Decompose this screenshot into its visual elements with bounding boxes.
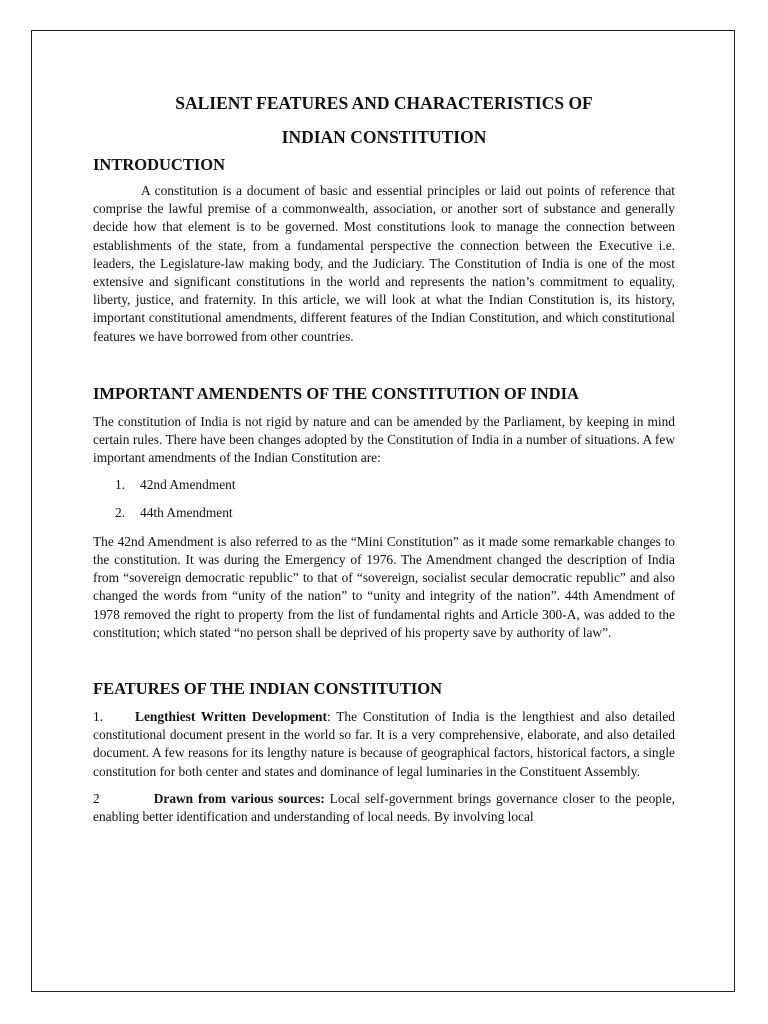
feature-title: Lengthiest Written Development xyxy=(135,709,327,725)
feature-item-2 xyxy=(93,790,675,826)
amendments-detail-paragraph: The 42nd Amendment is also referred to as the “Mini Constitution” as it made some remarkable changes to the constitution. It was during the Emergency of 1976. The Amendment changed the description of India from “sovereign democratic republic” to that of “sovereign, socialist secular democratic republic” and also changed the words from “unity of the nation” to “unity and integrity of the nation”. 44th Amendment of 1978 removed the right to property from the list of fundamental rights and Article 300-A, was added to the constitution; which stated “no person shall be deprived of his property save by authority of law”. xyxy=(93,533,675,640)
amendments-heading: IMPORTANT AMENDENTS OF THE CONSTITUTION OF INDIA xyxy=(93,383,579,403)
feature-number: 2 xyxy=(93,790,100,806)
feature-text: : The Constitution of India is the lengthiest and also detailed constitutional document present in the world so far. It is a very comprehensive, elaborate, and also detailed document. A few reasons for its lengthy nature is because of geographical factors, historical factors, a single constitution for both center and states and dominance of legal luminaries in the Constituent Assembly. xyxy=(93,709,675,779)
introduction-paragraph: A constitution is a document of basic and essential principles or laid out points of reference that comprise the lawful premise of a commonwealth, association, or another sort of substance and generally decide how that element is to be governed. Most constitutions look to manage the connection between establishments of the state, from a fundamental perspective the connection between the Executive i.e. leaders, the Legislature-law making body, and the Judiciary. The Constitution of India is one of the most extensive and significant constitutions in the world and represents the nation’s commitment to equality, liberty, justice, and fraternity. In this article, we will look at what the Indian Constitution is, its history, important constitutional amendments, different features of the Indian Constitution, and which constitutional features we have borrowed from other countries. xyxy=(93,183,675,344)
list-item xyxy=(115,504,675,522)
document-title-line-1: SALIENT FEATURES AND CHARACTERISTICS OF xyxy=(175,93,593,113)
list-item xyxy=(115,476,675,494)
feature-text: Local self-government brings governance closer to the people, enabling better identification and understanding of local needs. By involving local xyxy=(93,790,676,825)
features-heading: FEATURES OF THE INDIAN CONSTITUTION xyxy=(93,679,443,699)
list-item-text: 44th Amendment xyxy=(140,504,233,520)
amendments-list xyxy=(93,476,675,521)
feature-title: Drawn from various sources: xyxy=(153,790,325,806)
list-item-number: 2. xyxy=(115,504,126,520)
feature-number: 1. xyxy=(93,709,104,725)
list-item-text: 42nd Amendment xyxy=(140,477,236,493)
document-body xyxy=(93,86,675,826)
amendments-intro-paragraph: The constitution of India is not rigid by nature and can be amended by the Parliament, by keeping in mind certain rules. There have been changes adopted by the Constitution of India in a number of situations. A few important amendments of the Indian Constitution are: xyxy=(93,413,675,466)
feature-item-1 xyxy=(93,708,675,781)
document-title-line-2: INDIAN CONSTITUTION xyxy=(281,127,487,147)
introduction-heading: INTRODUCTION xyxy=(93,155,226,174)
list-item-number: 1. xyxy=(115,477,126,493)
